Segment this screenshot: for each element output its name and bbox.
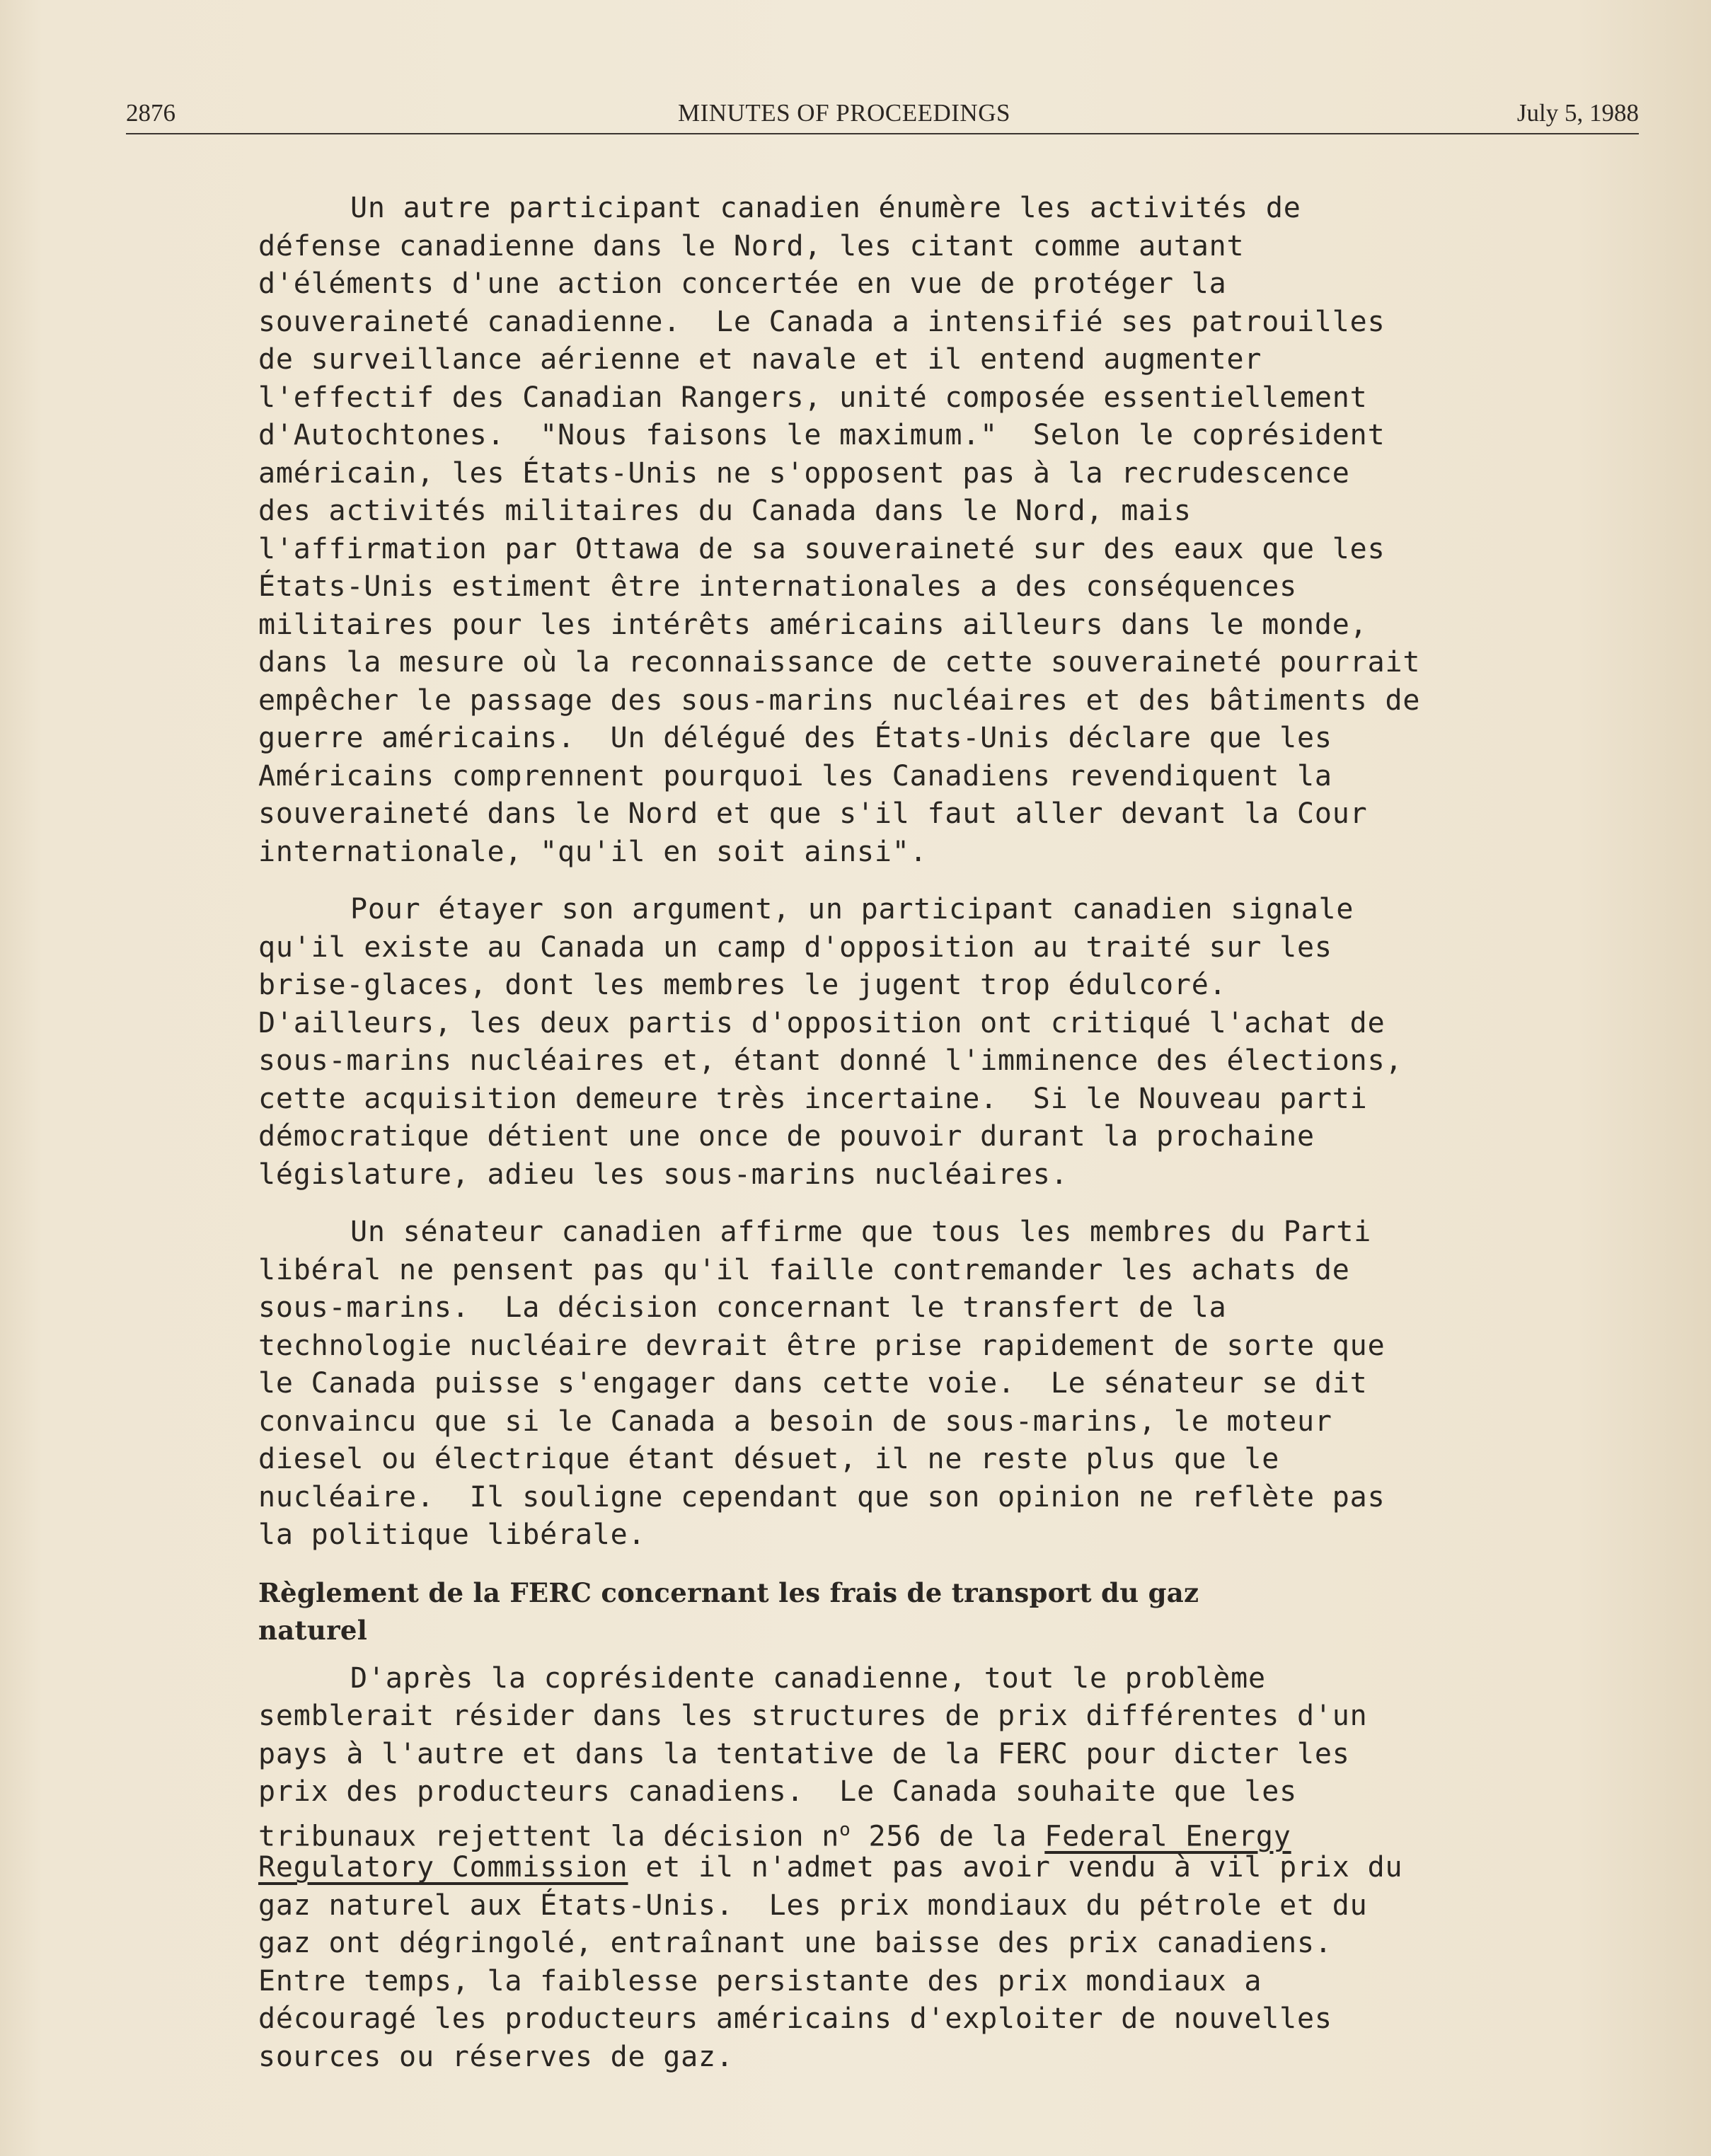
- paragraph-line: sous-marins. La décision concernant le transfert de la: [258, 1291, 1227, 1324]
- paragraph-line: convaincu que si le Canada a besoin de sous-marins, le moteur: [258, 1405, 1332, 1438]
- paragraph-line: de surveillance aérienne et navale et il entend augmenter: [258, 343, 1262, 376]
- paragraph-line: la politique libérale.: [258, 1518, 646, 1551]
- paragraph-line: défense canadienne dans le Nord, les citant comme autant: [258, 229, 1245, 263]
- paragraph-line: guerre américains. Un délégué des États-Unis déclare que les: [258, 722, 1332, 754]
- paragraph: [258, 190, 1504, 871]
- paragraph-line: le Canada puisse s'engager dans cette voie. Le sénateur se dit: [258, 1367, 1368, 1400]
- section-heading-line: Règlement de la FERC concernant les frais de transport du gaz: [258, 1576, 1199, 1608]
- paragraph-line: législature, adieu les sous-marins nucléaires.: [258, 1158, 1068, 1191]
- line-text: et il n'admet pas avoir vendu à vil prix du: [628, 1851, 1403, 1884]
- section-paragraph: [258, 1660, 1504, 2077]
- header-date: July 5, 1988: [1516, 99, 1639, 127]
- paragraph-line: américain, les États-Unis ne s'opposent pas à la recrudescence: [258, 456, 1350, 490]
- paragraph-line: démocratique détient une once de pouvoir durant la prochaine: [258, 1120, 1315, 1153]
- paragraph-line: D'ailleurs, les deux partis d'opposition ont critiqué l'achat de: [258, 1006, 1385, 1039]
- paragraph-line: semblerait résider dans les structures de prix différentes d'un: [258, 1700, 1368, 1732]
- paragraph-line: des activités militaires du Canada dans le Nord, mais: [258, 495, 1192, 527]
- superscript-o: o: [839, 1818, 851, 1840]
- paragraph-line: d'éléments d'une action concertée en vue de protéger la: [258, 267, 1227, 300]
- paragraph-line: l'effectif des Canadian Rangers, unité composée essentiellement: [258, 381, 1368, 414]
- paragraph-line: brise-glaces, dont les membres le jugent trop édulcoré.: [258, 969, 1227, 1001]
- page-header: [126, 96, 1639, 134]
- paragraph-line: gaz naturel aux États-Unis. Les prix mondiaux du pétrole et du: [258, 1889, 1368, 1922]
- page-number: 2876: [126, 99, 175, 127]
- paragraph-line: Un autre participant canadien énumère les activités de: [350, 192, 1301, 224]
- line-text: 256 de la: [851, 1819, 1045, 1852]
- paragraph-line: prix des producteurs canadiens. Le Canada souhaite que les: [258, 1775, 1298, 1808]
- paragraph-line: États-Unis estiment être internationales a des conséquences: [258, 570, 1298, 603]
- line-text: tribunaux rejettent la décision n: [258, 1819, 840, 1852]
- paragraph-line: cette acquisition demeure très incertaine. Si le Nouveau parti: [258, 1082, 1368, 1115]
- section-heading-line: naturel: [258, 1615, 368, 1646]
- paragraph-line: empêcher le passage des sous-marins nucléaires et des bâtiments de: [258, 684, 1421, 717]
- paragraph-line: libéral ne pensent pas qu'il faille contremander les achats de: [258, 1253, 1350, 1286]
- section-heading: [258, 1574, 1504, 1650]
- paragraph-line: sous-marins nucléaires et, étant donné l'imminence des élections,: [258, 1044, 1403, 1077]
- paragraph-line: qu'il existe au Canada un camp d'opposition au traité sur les: [258, 930, 1332, 964]
- running-title: MINUTES OF PROCEEDINGS: [678, 99, 1010, 127]
- paragraph-line: Entre temps, la faiblesse persistante des prix mondiaux a: [258, 1964, 1262, 1998]
- paragraph-line: souveraineté dans le Nord et que s'il faut aller devant la Cour: [258, 797, 1368, 830]
- paragraph-line: [258, 1849, 1504, 1887]
- paragraph-list: [258, 190, 1504, 1555]
- paragraph-line: diesel ou électrique étant désuet, il ne reste plus que le: [258, 1443, 1280, 1475]
- paragraph-line: dans la mesure où la reconnaissance de cette souveraineté pourrait: [258, 646, 1421, 679]
- paragraph-line: souveraineté canadienne. Le Canada a intensifié ses patrouilles: [258, 305, 1385, 338]
- paragraph-line: l'affirmation par Ottawa de sa souveraineté sur des eaux que les: [258, 532, 1385, 565]
- paragraph-line: internationale, "qu'il en soit ainsi".: [258, 835, 928, 868]
- paragraph-line: Pour étayer son argument, un participant canadien signale: [350, 893, 1354, 926]
- underlined-agency-name: Regulatory Commission: [258, 1851, 628, 1884]
- paragraph-line: D'après la coprésidente canadienne, tout le problème: [350, 1661, 1266, 1695]
- paragraph-line: sources ou réserves de gaz.: [258, 2040, 734, 2073]
- paragraph: [258, 891, 1504, 1194]
- paragraph-line: technologie nucléaire devrait être prise rapidement de sorte que: [258, 1329, 1385, 1362]
- paragraph-line: Américains comprennent pourquoi les Canadiens revendiquent la: [258, 759, 1332, 792]
- paragraph-line: Un sénateur canadien affirme que tous les membres du Parti: [350, 1216, 1372, 1248]
- paragraph-line: [258, 1811, 1504, 1850]
- paragraph: [258, 1214, 1504, 1555]
- paragraph-line: pays à l'autre et dans la tentative de la FERC pour dicter les: [258, 1737, 1350, 1770]
- paragraph-line: nucléaire. Il souligne cependant que son opinion ne reflète pas: [258, 1480, 1385, 1514]
- paragraph-line: découragé les producteurs américains d'exploiter de nouvelles: [258, 2002, 1332, 2035]
- document-body: [258, 190, 1504, 2096]
- paragraph-line: gaz ont dégringolé, entraînant une baisse des prix canadiens.: [258, 1927, 1332, 1959]
- paragraph-line: d'Autochtones. "Nous faisons le maximum." Selon le coprésident: [258, 419, 1385, 451]
- paragraph-line: militaires pour les intérêts américains ailleurs dans le monde,: [258, 608, 1368, 641]
- underlined-agency-name: Federal Energy: [1044, 1819, 1291, 1852]
